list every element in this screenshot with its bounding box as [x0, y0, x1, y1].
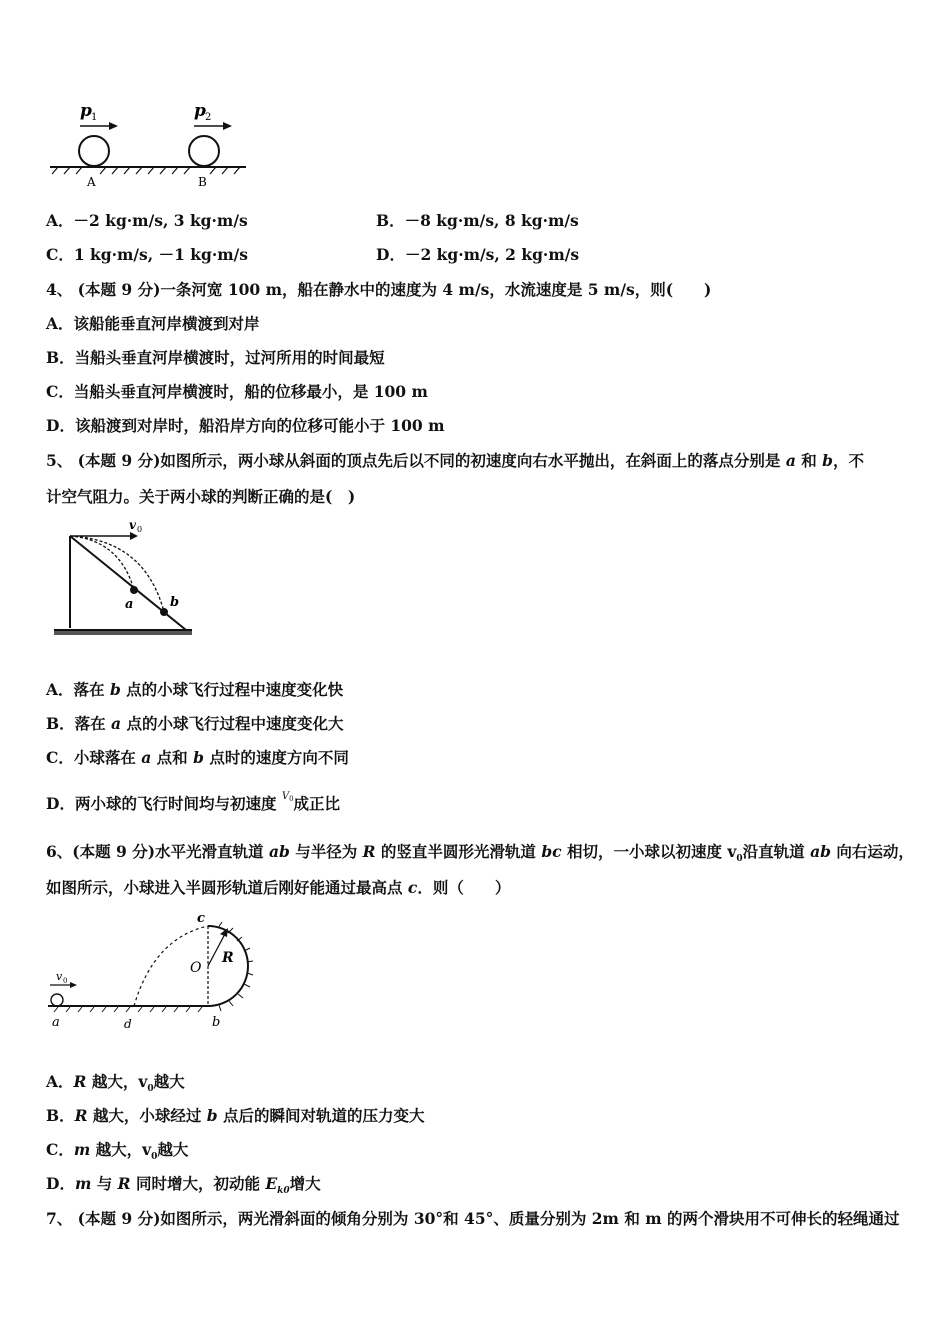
ball-a — [79, 136, 109, 166]
q4-stem: 4、 (本题 9 分)一条河宽 100 m，船在静水中的速度为 4 m/s，水流速度是 5 m/s，则( ) — [46, 280, 712, 299]
label-v0-sub: 0 — [137, 525, 143, 534]
label-a: a — [52, 1015, 60, 1030]
ball-b — [189, 136, 219, 166]
q7-stem: 7、 (本题 9 分)如图所示，两光滑斜面的倾角分别为 30°和 45°、质量分别为 2m 和 m 的两个滑块用不可伸长的轻绳通过 — [46, 1209, 900, 1228]
label-d: d — [124, 1017, 132, 1031]
q3-option-d: D．－2 kg·m/s, 2 kg·m/s — [376, 245, 580, 264]
q3-option-b: B．－8 kg·m/s, 8 kg·m/s — [376, 211, 579, 230]
q6-option-c: C．m 越大，$v_0$越大 — [46, 1140, 189, 1163]
label-b: b — [170, 595, 180, 610]
label-c: c — [197, 911, 205, 926]
label-a: a — [125, 597, 134, 612]
q3-option-c: C．1 kg·m/s, －1 kg·m/s — [46, 245, 249, 264]
q6-option-b: B．R 越大，小球经过 b 点后的瞬间对轨道的压力变大 — [46, 1106, 425, 1125]
q3-option-a: A．－2 kg·m/s, 3 kg·m/s — [46, 211, 248, 230]
figure-two-balls — [46, 98, 250, 190]
label-p2: p — [194, 101, 206, 121]
label-v0-sub: 0 — [63, 977, 68, 985]
q6-stem-line2: 如图所示，小球进入半圆形轨道后刚好能通过最高点 c．则（ ） — [46, 878, 511, 897]
label-p1: p — [80, 101, 92, 121]
q4-option-c: C．当船头垂直河岸横渡时，船的位移最小，是 100 m — [46, 382, 428, 401]
q4-option-d: D．该船渡到对岸时，船沿岸方向的位移可能小于 100 m — [46, 416, 445, 435]
label-p2-sub: 2 — [205, 112, 212, 123]
q5-option-b: B．落在 a 点的小球飞行过程中速度变化大 — [46, 714, 344, 733]
q5-option-d: D．两小球的飞行时间均与初速度 $^{V0}$成正比 — [46, 791, 341, 813]
label-R: R — [222, 950, 234, 966]
label-a: A — [87, 175, 96, 189]
figure-incline-projectile — [50, 514, 200, 644]
q6-stem-line1: 6、(本题 9 分)水平光滑直轨道 ab 与半径为 R 的竖直半圆形光滑轨道 bc 相切，一小球以初速度 $v_0$沿直轨道 ab 向右运动， — [46, 842, 914, 865]
figure-semicircle-track — [44, 908, 254, 1032]
q5-stem-line1: 5、 (本题 9 分)如图所示，两小球从斜面的顶点先后以不同的初速度向右水平抛出，在斜面上的落点分别是 a 和 b，不 — [46, 451, 865, 470]
q6-option-a: A．R 越大，$v_0$越大 — [46, 1072, 185, 1095]
q5-stem-line2: 计空气阻力。关于两小球的判断正确的是( ) — [46, 487, 356, 506]
label-O: O — [190, 960, 202, 976]
label-b: b — [212, 1015, 221, 1030]
q5-option-c: C．小球落在 a 点和 b 点时的速度方向不同 — [46, 748, 349, 767]
label-v0: v — [56, 970, 63, 983]
q4-option-b: B．当船头垂直河岸横渡时，过河所用的时间最短 — [46, 348, 385, 367]
q6-option-d: D．m 与 R 同时增大，初动能 $E_{k0}$增大 — [46, 1174, 321, 1197]
q4-option-a: A．该船能垂直河岸横渡到对岸 — [46, 314, 260, 333]
label-p1-sub: 1 — [91, 112, 98, 123]
label-b: B — [198, 175, 207, 189]
label-v0: v — [129, 518, 136, 532]
q5-option-a: A．落在 b 点的小球飞行过程中速度变化快 — [46, 680, 344, 699]
